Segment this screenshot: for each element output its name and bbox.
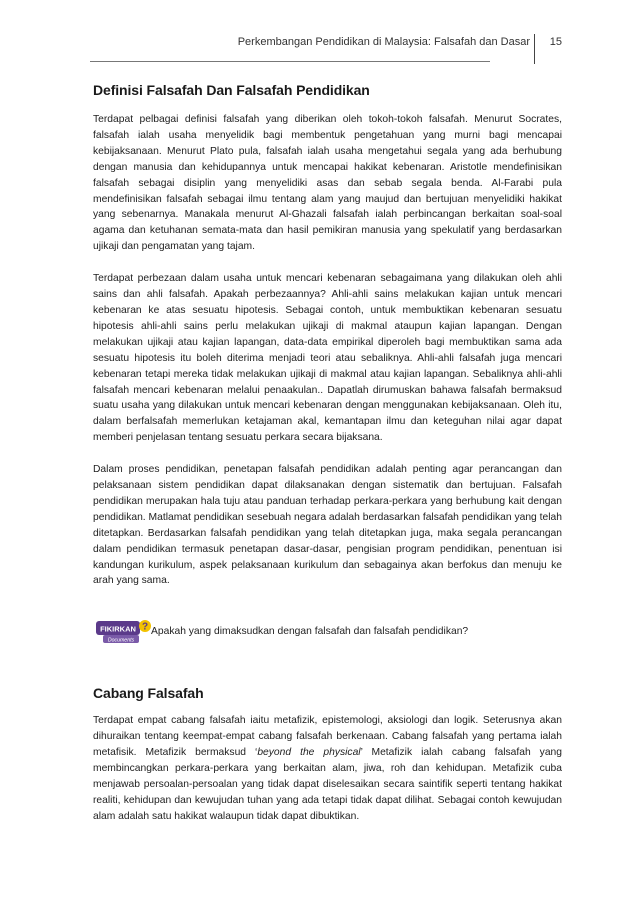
paragraph-cabang-1 bbox=[93, 713, 562, 824]
paragraph-definisi-2: Terdapat perbezaan dalam usaha untuk mencari kebenaran sebagaimana yang dilakukan oleh ahli sains dan ahli falsafah. Apakah perbezaannya? Ahli-ahli sains melakukan kajian untuk mencari kebenaran ke atas sesuatu hipotesis. Sebagai contoh, untuk membuktikan kebenaran sesuatu hipotesis ahli-ahli sains perlu melakukan ujikaji di makmal ataupun kajian lapangan. Dengan melakukan ujikaji atau kajian lapangan, data-data empirikal diperoleh bagi membuktikan sama ada sesuatu hipotesis itu boleh diterima menjadi teori atau sebaliknya. Ahli-ahli falsafah juga mencari kebenaran tetapi mereka tidak melakukan ujikaji di makmal atau kajian lapangan. Sebaliknya ahli-ahli falsafah mencari kebenaran melalui penaakulan.. Dapatlah dirumuskan bahawa falsafah bermaksud suatu usaha yang dilakukan untuk mencari kebenaran dengan menggunakan kebijaksanaan. Oleh itu, dalam berfalsafah memerlukan ketajaman akal, kemantapan ilmu dan keteguhan nilai agar dapat memberi penjelasan tentang sesuatu perkara secara bijaksana. bbox=[93, 273, 562, 444]
section-title-cabang: Cabang Falsafah bbox=[93, 685, 204, 702]
icon-word: FIKIRKAN bbox=[100, 624, 136, 634]
icon-subword: Documents bbox=[107, 637, 135, 644]
header-divider bbox=[534, 34, 535, 64]
page-number: 15 bbox=[549, 36, 562, 48]
header-rule bbox=[90, 61, 490, 62]
paragraph-definisi-1: Terdapat pelbagai definisi falsafah yang diberikan oleh tokoh-tokoh falsafah. Menurut Socrates, falsafah ialah usaha menyelidik bagi membentuk pengetahuan yang murni bagi mencapai kebijaksanaan. Menurut Plato pula, falsafah ialah usaha mengetahui segala yang ada berhubung dengan manusia dan kehidupannya untuk mencapai hakikat kebenaran. Aristotle mendefinisikan falsafah sebagai disiplin yang menyelidiki asas dan sebab segala benda. Al-Farabi pula mendefinisikan falsafah sebagai ilmu tentang alam yang maujud dan bertujuan menyelidiki hakikat yang sebenarnya. Manakala menurut Al-Ghazali falsafah ialah perbincangan berkaitan soal-soal agama dan ketuhanan semata-mata dan hasil pemikiran manusia yang spekulatif yang berdasarkan ujikaji dan pengamatan yang tajam. bbox=[93, 114, 562, 253]
reflection-question: Apakah yang dimaksudkan dengan falsafah dan falsafah pendidikan? bbox=[151, 626, 469, 638]
fikirkan-thinking-icon bbox=[95, 617, 151, 645]
page-content bbox=[93, 82, 562, 825]
paragraph-cabang-1-end: ’ Metafizik ialah cabang falsafah yang membincangkan perkara-perkara yang berkaitan alam, jiwa, roh dan kehidupan. Metafizik cuba menjawab persoalan-persoalan yang tidak dapat diselesaikan secara saintifik seperti tentang hakikat realiti, kehidupan dan kewujudan tuhan yang ada tetapi tidak dapat dilihat. Sebagai contoh kewujudan alam adalah satu hakikat walaupun tidak dapat dibuktikan. bbox=[93, 747, 562, 822]
paragraph-cabang-1-start: Terdapat empat cabang falsafah iaitu metafizik, epistemologi, aksiologi dan logik. Seterusnya akan dihuraikan tentang keempat-empat cabang falsafah berkenaan. Cabang falsafah yang pertama ialah metafisik. Metafizik bermaksud ‘ bbox=[93, 715, 562, 759]
section-title-definisi: Definisi Falsafah Dan Falsafah Pendidikan bbox=[93, 82, 370, 98]
running-header bbox=[90, 34, 562, 64]
running-title: Perkembangan Pendidikan di Malaysia: Falsafah dan Dasar bbox=[237, 36, 530, 48]
svg-text:?: ? bbox=[141, 621, 149, 633]
beyond-physical-phrase: beyond the physical bbox=[257, 747, 361, 759]
paragraph-definisi-3: Dalam proses pendidikan, penetapan falsafah pendidikan adalah penting agar perancangan dan pelaksanaan sistem pendidikan dapat dilaksanakan dengan sistematik dan bertujuan. Falsafah pendidikan merupakan hala tuju atau panduan terhadap perkara-perkara yang berhubung kait dengan pendidikan. Matlamat pendidikan sesebuah negara adalah berdasarkan falsafah pendidikan yang telah ditetapkan. Berdasarkan falsafah pendidikan yang telah ditetapkan juga, maka segala perancangan dalam pendidikan termasuk penetapan dasar-dasar, pengisian program pendidikan, penentuan isi kandungan kurikulum, aspek pelaksanaan kurikulum dan sebagainya akan berfokus dan menuju ke arah yang sama. bbox=[93, 464, 562, 587]
think-callout bbox=[93, 613, 562, 657]
